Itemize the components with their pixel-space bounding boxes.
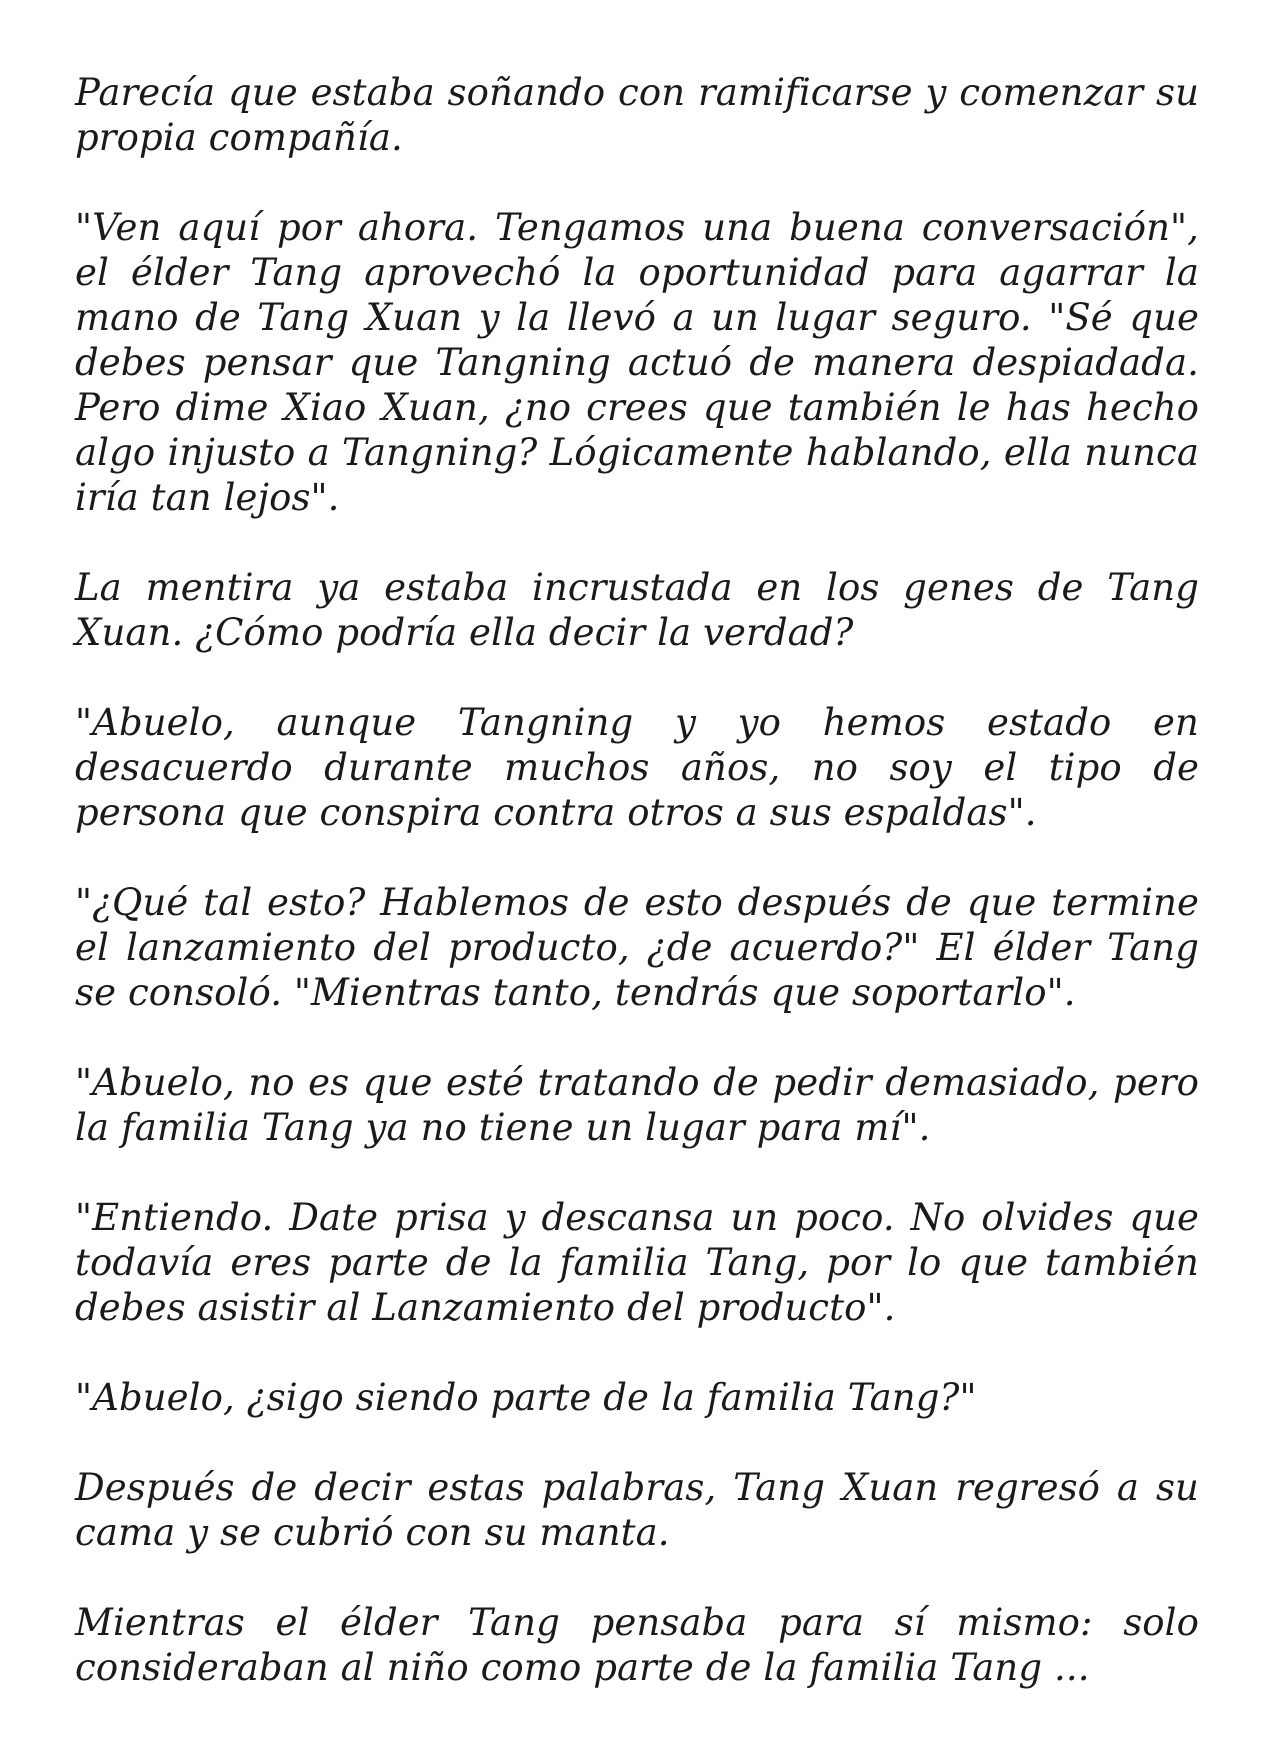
paragraph-2: "Ven aquí por ahora. Tengamos una buena conversación", el élder Tang aprovechó la oportunidad para agarrar la mano de Tang Xuan y la llevó a un lugar seguro. "Sé que debes pensar que Tangning actuó de manera despiadada. Pero dime Xiao Xuan, ¿no crees que también le has hecho algo injusto a Tangning? Lógicamente hablando, ella nunca iría tan lejos".	[75, 206, 1199, 519]
paragraph-1: Parecía que estaba soñando con ramificarse y comenzar su propia compañía.	[75, 71, 1199, 159]
paragraph-6: "Abuelo, no es que esté tratando de pedir demasiado, pero la familia Tang ya no tiene un lugar para mí".	[75, 1061, 1199, 1149]
paragraph-7: "Entiendo. Date prisa y descansa un poco. No olvides que todavía eres parte de la familia Tang, por lo que también debes asistir al Lanzamiento del producto".	[75, 1196, 1199, 1329]
paragraph-10: Mientras el élder Tang pensaba para sí mismo: solo consideraban al niño como parte de la familia Tang ...	[75, 1601, 1199, 1689]
paragraph-9: Después de decir estas palabras, Tang Xuan regresó a su cama y se cubrió con su manta.	[75, 1466, 1199, 1554]
page-text	[75, 70, 1199, 1735]
paragraph-4: "Abuelo, aunque Tangning y yo hemos estado en desacuerdo durante muchos años, no soy el tipo de persona que conspira contra otros a sus espaldas".	[75, 701, 1199, 834]
paragraph-5: "¿Qué tal esto? Hablemos de esto después de que termine el lanzamiento del producto, ¿de acuerdo?" El élder Tang se consoló. "Mientras tanto, tendrás que soportarlo".	[75, 881, 1199, 1014]
paragraph-8: "Abuelo, ¿sigo siendo parte de la familia Tang?"	[75, 1376, 977, 1419]
paragraph-3: La mentira ya estaba incrustada en los genes de Tang Xuan. ¿Cómo podría ella decir la verdad?	[75, 566, 1199, 654]
